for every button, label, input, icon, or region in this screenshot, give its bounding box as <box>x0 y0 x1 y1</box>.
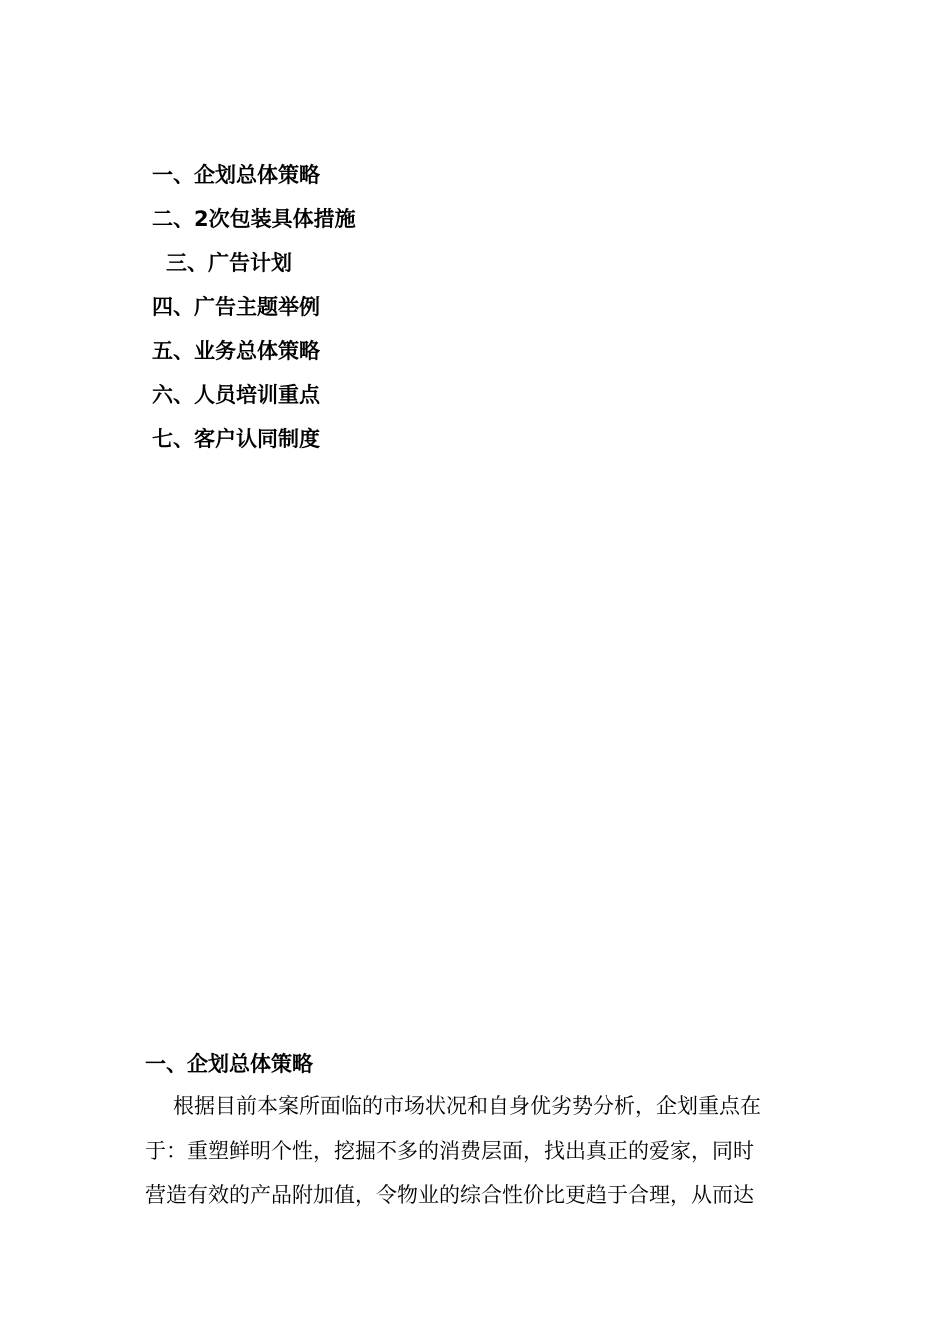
section-overall-planning-strategy <box>145 1044 805 1218</box>
paragraph-line: 营造有效的产品附加值，令物业的综合性价比更趋于合理，从而达 <box>145 1183 754 1207</box>
toc-item-overall-planning-strategy: 一、企划总体策略 <box>152 163 320 187</box>
table-of-contents <box>152 153 356 461</box>
section-heading: 一、企划总体策略 <box>145 1052 313 1076</box>
paragraph-line: 于：重塑鲜明个性，挖掘不多的消费层面，找出真正的爱家，同时 <box>145 1138 754 1163</box>
toc-item-customer-recognition: 七、客户认同制度 <box>152 427 320 451</box>
toc-item-staff-training: 六、人员培训重点 <box>152 383 320 407</box>
paragraph-line: 根据目前本案所面临的市场状况和自身优劣势分析，企划重点在 <box>173 1094 761 1118</box>
section-paragraph <box>145 1084 805 1218</box>
toc-item-advertising-plan: 三、广告计划 <box>166 251 292 275</box>
toc-item-repackaging-measures: 二、2次包装具体措施 <box>152 207 356 231</box>
toc-item-business-strategy: 五、业务总体策略 <box>152 339 320 363</box>
toc-item-ad-theme-examples: 四、广告主题举例 <box>152 295 320 319</box>
